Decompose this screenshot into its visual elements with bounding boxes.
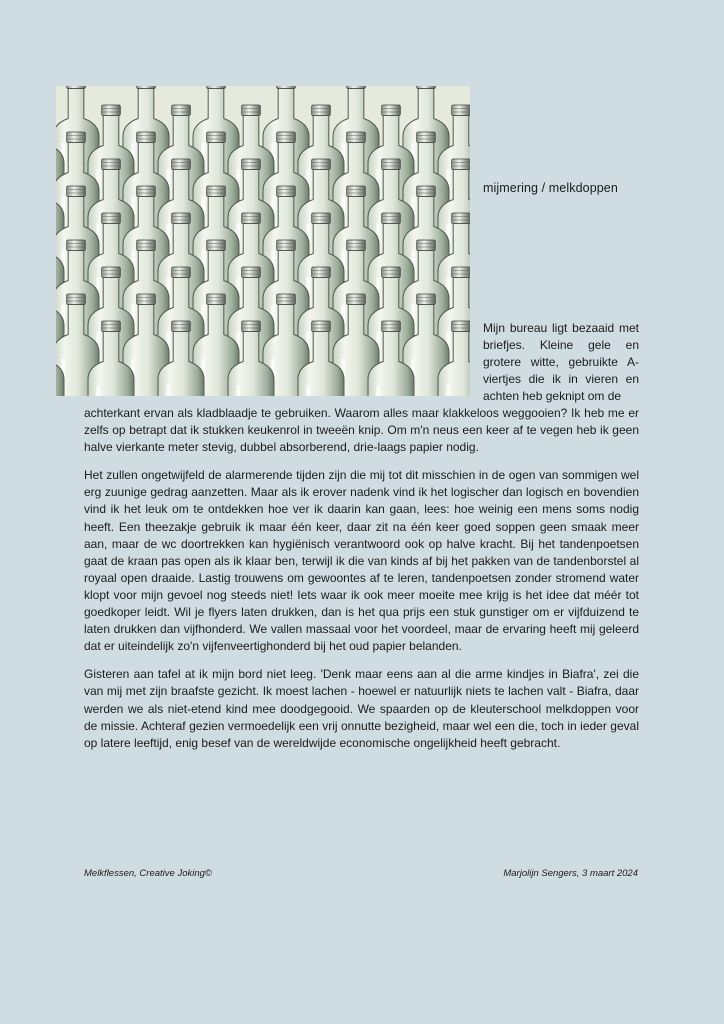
article-title: mijmering / melkdoppen <box>483 181 618 195</box>
image-credit: Melkflessen, Creative Joking© <box>84 868 212 879</box>
article-body <box>84 405 639 763</box>
paragraph-3: Gisteren aan tafel at ik mijn bord niet leeg. 'Denk maar eens aan al die arme kindjes in Biafra', zei die van mij met zijn braafste gezicht. Ik moest lachen - hoewel er natuurlijk niets te lachen valt - Biafra, daar werden we als niet-etend kind mee doodgegooid. We spaarden op de kleuterschool melkdoppen voor de missie. Achteraf gezien vermoedelijk een vrij onnutte bezigheid, maar wel een die, toch in ieder geval op latere leeftijd, enig besef van de wereldwijde economische ongelijkheid heeft gebracht. <box>84 667 639 750</box>
milk-bottles-artwork-icon <box>56 86 470 396</box>
intro-text-side: Mijn bureau ligt bezaaid met briefjes. Kleine gele en grotere witte, gebruikte A-viertjes die ik in vieren en achten heb geknipt om de <box>483 321 639 404</box>
milk-bottles-image <box>56 86 470 396</box>
paragraph-2: Het zullen ongetwijfeld de alarmerende tijden zijn die mij tot dit misschien in de ogen van sommigen wel erg zuunige gedrag aanzetten. Maar als ik erover nadenk vind ik het logischer dan logisch en bovendien vind ik het leuk om te ontdekken hoe ver ik daarin kan gaan, lees: hoe weinig een mens soms nodig heeft. Een theezakje gebruik ik maar één keer, daar zit na één keer goed soppen geen smaak meer aan, maar de wc doortrekken kan hygiënisch verantwoord ook op halve kracht. Bij het tandenpoetsen gaat de kraan pas open als ik klaar ben, terwijl ik die van kinds af bij het pakken van de tandenborstel al royaal open draaide. Lastig trouwens om gewoontes af te leren, tandenpoetsen zonder stromend water klopt voor mijn gevoel nog steeds niet! Iets waar ik ook meer moeite mee krijg is het idee dat méér tot goedkoper leidt. Wil je flyers laten drukken, dan is het qua prijs een stuk gunstiger om er vijfduizend te laten drukken dan vijfhonderd. We vallen massaal voor het voordeel, maar de ervaring heeft mij geleerd dat er uiteindelijk zo'n vijfenveertighonderd bij het oud papier belanden. <box>84 468 639 654</box>
intro-text-continued: achterkant ervan als kladblaadje te gebruiken. Waarom alles maar klakkeloos weggooien? Ik heb me er zelfs op betrapt dat ik stukken keukenrol in tweeën knip. Om m'n neus een keer af te vegen heb ik geen halve vierkante meter stevig, dubbel absorberend, drie-laags papier nodig. <box>84 406 639 455</box>
author-date: Marjolijn Sengers, 3 maart 2024 <box>503 868 638 879</box>
